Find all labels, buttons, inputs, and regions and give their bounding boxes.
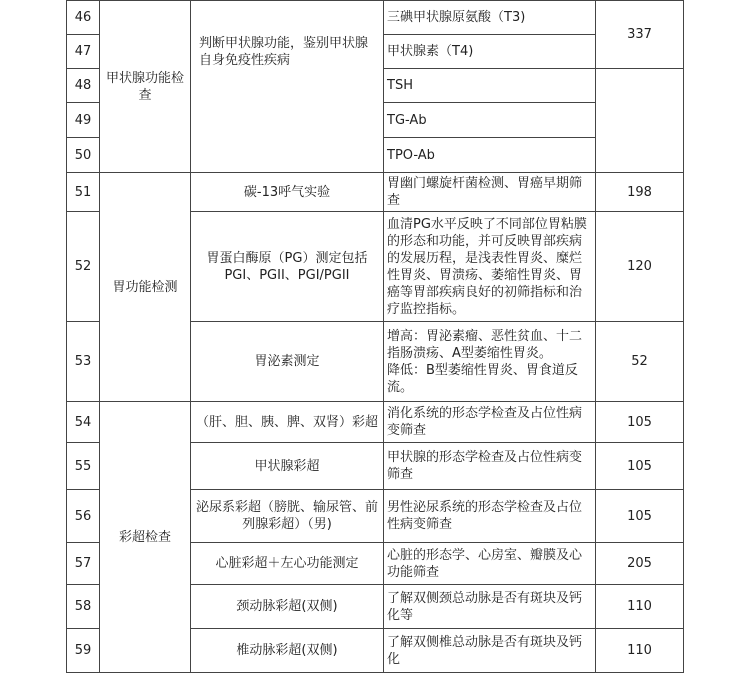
row-number: 53 xyxy=(67,322,100,402)
description-cell xyxy=(384,322,596,402)
description-cell: 甲状腺素（T4) xyxy=(384,35,596,69)
description-cell: 三碘甲状腺原氨酸（T3) xyxy=(384,1,596,35)
row-number: 55 xyxy=(67,443,100,490)
item-cell: 胃泌素测定 xyxy=(191,322,384,402)
row-number: 59 xyxy=(67,629,100,673)
price-cell-empty xyxy=(596,69,684,173)
price-cell: 205 xyxy=(596,543,684,585)
price-cell: 120 xyxy=(596,212,684,322)
description-cell: TPO-Ab xyxy=(384,138,596,173)
item-cell: 甲状腺彩超 xyxy=(191,443,384,490)
item-cell: 胃蛋白酶原（PG）测定包括PGI、PGII、PGI/PGII xyxy=(191,212,384,322)
exam-price-table-container xyxy=(66,0,684,673)
row-number: 51 xyxy=(67,173,100,212)
price-cell: 105 xyxy=(596,490,684,543)
price-cell: 110 xyxy=(596,629,684,673)
category-cell: 彩超检查 xyxy=(100,402,191,673)
description-cell: TG-Ab xyxy=(384,103,596,138)
row-number: 54 xyxy=(67,402,100,443)
row-number: 58 xyxy=(67,585,100,629)
description-cell: 了解双侧颈总动脉是否有斑块及钙化等 xyxy=(384,585,596,629)
row-number: 48 xyxy=(67,69,100,103)
item-cell: 碳-13呼气实验 xyxy=(191,173,384,212)
price-cell: 105 xyxy=(596,402,684,443)
description-cell: 心脏的形态学、心房室、瓣膜及心功能筛查 xyxy=(384,543,596,585)
table-row xyxy=(67,1,684,35)
row-number: 57 xyxy=(67,543,100,585)
price-cell: 52 xyxy=(596,322,684,402)
category-cell: 胃功能检测 xyxy=(100,173,191,402)
row-number: 50 xyxy=(67,138,100,173)
table-row xyxy=(67,173,684,212)
description-cell: 血清PG水平反映了不同部位胃粘膜的形态和功能，并可反映胃部疾病的发展历程，是浅表性胃炎、糜烂性胃炎、胃溃疡、萎缩性胃炎、胃癌等胃部疾病良好的初筛指标和治疗监控指标。 xyxy=(384,212,596,322)
exam-price-table xyxy=(66,0,684,673)
item-cell: 判断甲状腺功能，鉴别甲状腺自身免疫性疾病 xyxy=(191,1,384,173)
item-cell: 椎动脉彩超(双侧) xyxy=(191,629,384,673)
row-number: 46 xyxy=(67,1,100,35)
description-cell: 胃幽门螺旋杆菌检测、胃癌早期筛查 xyxy=(384,173,596,212)
price-cell: 110 xyxy=(596,585,684,629)
row-number: 47 xyxy=(67,35,100,69)
item-cell: 泌尿系彩超（膀胱、输尿管、前列腺彩超）（男) xyxy=(191,490,384,543)
description-cell: 男性泌尿系统的形态学检查及占位性病变筛查 xyxy=(384,490,596,543)
item-cell: 颈动脉彩超(双侧) xyxy=(191,585,384,629)
row-number: 56 xyxy=(67,490,100,543)
description-cell: TSH xyxy=(384,69,596,103)
row-number: 52 xyxy=(67,212,100,322)
table-row xyxy=(67,402,684,443)
price-cell: 105 xyxy=(596,443,684,490)
description-line-decrease: 降低：B型萎缩性胃炎、胃食道反流。 xyxy=(387,362,578,395)
description-cell: 了解双侧椎总动脉是否有斑块及钙化 xyxy=(384,629,596,673)
description-cell: 甲状腺的形态学检查及占位性病变筛查 xyxy=(384,443,596,490)
row-number: 49 xyxy=(67,103,100,138)
item-cell: 心脏彩超＋左心功能测定 xyxy=(191,543,384,585)
price-cell: 198 xyxy=(596,173,684,212)
category-cell: 甲状腺功能检查 xyxy=(100,1,191,173)
price-cell: 337 xyxy=(596,1,684,69)
description-line-increase: 增高：胃泌素瘤、恶性贫血、十二指肠溃疡、A型萎缩性胃炎。 xyxy=(387,328,583,361)
description-cell: 消化系统的形态学检查及占位性病变筛查 xyxy=(384,402,596,443)
item-cell: （肝、胆、胰、脾、双肾）彩超 xyxy=(191,402,384,443)
